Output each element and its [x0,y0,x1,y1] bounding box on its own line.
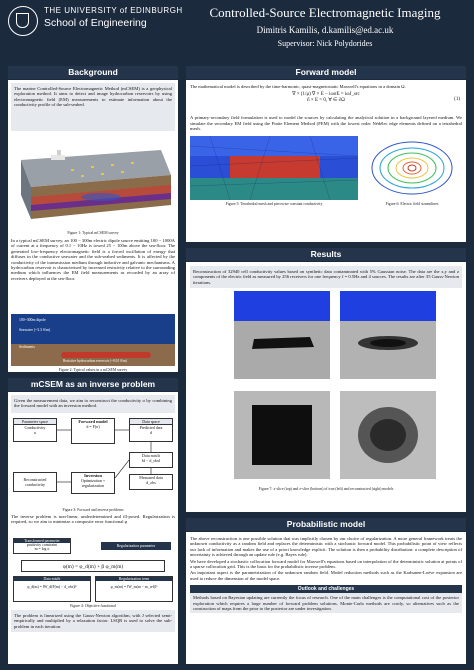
probabilistic-p1: The above reconstruction is one possible solution that was implicitly chosen by our choice of regularization. A more general framework treats the unknown conductivity as a random field and replaces the deterministic with a stochastic forward model. This probabilistic point of view reflects our lack of information and makes the use of a priori knowledge explicit. The solution is then a probability distribution: a complete description of uncertainty is achieved through an update rule (e.g. Bayes rule). [190,536,462,558]
regularization-parameter-label: Regularization parameter [101,542,171,550]
objective-functional-figure [11,538,175,604]
maxwell-equation: ∇ × (1/μ) ∇ × E − iωσE = iωJ_src [292,92,360,98]
true-model-z-slice [234,391,330,479]
figure-7-caption: Figure 7: x-slice (top) and z-slice (bottom) of true (left) and reconstructed (right) models [258,487,394,492]
survey-illustration [11,135,175,231]
electric-field-streamlines-figure [362,136,462,200]
university-crest-icon [8,6,38,36]
reconstructed-box: Reconstructed conductivity [13,472,57,492]
label-reservoir: Resistive hydrocarbon reservoir (~0.01 S/m) [63,359,128,363]
forward-model-box: Forward model d = F(σ) [71,418,115,444]
survey-values-figure [11,314,175,366]
reconstructed-model-x-slice [340,291,436,379]
parameter-space-box: Parameter space Conductivity σ [13,418,57,442]
figure-4-caption: Figure 4: Objective functional [70,604,116,608]
background-panel [8,80,178,372]
data-space-box: Data space Predicted data d [129,418,173,442]
outlook-box [190,585,462,613]
inverse-panel [8,392,178,664]
probabilistic-p2: We have developed a stochastic collocation forward model for Maxwell's equations based on interpolation of the deterministic solution at points of a sparse collocation grid. This is the basis for the probabilistic inverse problem. [190,558,462,570]
results-heading: Results [186,248,466,261]
probabilistic-panel [186,532,466,664]
background-intro: The marine Controlled-Source Electromagnetic Method (mCSEM) is a geophysical exploration method. It aims to detect and image hydrocarbon reservoirs by using electromagnetic field (EM) measurements to estimate information about the conductivity profile of the sub-seabed. [11,83,175,131]
figure-6-caption: Figure 6: Electric field streamlines [385,201,439,206]
poster-header [0,0,474,62]
results-panel [186,262,466,512]
label-seawater: Seawater (~3.3 S/m) [19,328,51,332]
inverse-intro: Given the measurement data, we aim to reconstruct the conductivity σ by combining the forward model with an inversion method. [11,395,175,413]
label-sediments: Sediments [19,345,35,349]
measured-data-box: Measured data d_obs [129,474,173,490]
poster-authors: Dimitris Kamilis, d.kamilis@ed.ac.uk [256,25,394,35]
poster-supervisor: Supervisor: Nick Polydorides [277,39,373,48]
background-heading: Background [8,66,178,79]
figure-2-caption: Figure 2: Typical values in a mCSEM survey [58,368,128,372]
ill-posed-text: The inverse problem is non-linear, underdetermined and ill-posed. Regularization is required, so we aim to minimize a composite error functional φ [11,514,175,525]
forward-panel [186,80,466,242]
data-misfit-box: Data misfit ‖d − d_obs‖ [129,452,173,468]
poster-title: Controlled-Source Electromagnetic Imaging [209,5,441,20]
regularization-term: Regularization term φ_m(m) = ‖W_m(m − m_ref)‖² [95,576,173,602]
figure-3-caption: Figure 3: Forward and inverse problems [62,508,124,512]
boundary-condition: n̂ × E = 0, ∀ ∈ ∂Ω [307,98,345,104]
results-text: Reconstruction of 32940 cell conductivity values based on synthetic data contaminated with 5% Gaussian noise. The data are the x,y and z components of the electric field as measured by 256 receivers for one frequency f = 0.5Hz and 4 sources. The results are after 35 Gauss-Newton iterations. [190,266,462,288]
transformed-parameter-box: Transformed parameter positivity constraint m = log σ [13,538,71,554]
figure-1-caption: Figure 1: Typical mCSEM survey [67,231,119,235]
school-name: School of Engineering [44,17,147,29]
true-model-x-slice [234,291,330,379]
university-name: THE UNIVERSITY of EDINBURGH [44,6,183,15]
reconstructed-model-z-slice [340,391,436,479]
equation-number: (1) [454,97,460,103]
inversion-box: Inversion Optimization + regularization [71,472,115,494]
forward-intro: The mathematical model is described by the time-harmonic, quasi-magnetostatic Maxwell's equations in a domain Ω. [190,84,406,89]
outlook-heading: Outlook and challenges [190,585,462,593]
forward-heading: Forward model [186,66,466,79]
inverse-closing: The problem is linearized using the Gauss-Newton algorithm, with J selected semi-empirically and multiplied by a relaxation factor. LSQR is used to solve the sub-problem in each iteration. [11,610,175,632]
probabilistic-heading: Probabilistic model [186,518,466,531]
background-body: In a typical mCSEM survey, an 100 − 300m electric dipole source emitting 100 − 1000A of current at a frequency of 0.1 − 10Hz is towed 25 − 100m above the sea-floor. The generated low-frequency electromagnetic field is a forced oscillation of energy that diffuses in the conductive seawater and the sub-seabed sediments. It is affected by the conductivity of the transmission medium through inductive and galvanic mechanisms. A hydrocarbon reservoir is characterised by increased resistivity relative to the surrounding medium which influences the EM field measurements as recorded by an array of receivers deployed at the sea-floor. [11,238,175,281]
inverse-heading: mCSEM as an inverse problem [8,378,178,391]
label-dipole: 100~300m dipole [19,318,46,322]
tetrahedral-mesh-figure [190,136,358,200]
data-misfit-term: Data misfit φ_d(m) = ‖W_d(F(m) − d_obs)‖² [13,576,91,602]
forward-inverse-diagram [11,416,175,508]
forward-body: A primary-secondary field formulation is used to model the sources by calculating the analytical solution in a background layered medium. We simulate the secondary EM field using the Finite Element Method (FEM) with the lowest order Nédélec edge elements defined on a tetrahedral mesh. [190,115,462,132]
outlook-text: Methods based on Bayesian updating are currently the focus of research. One of the main challenges is the computational cost of the posterior exploration which requires a large number of forward problem solutions. Monte-Carlo methods are costly, so alternatives such as the construction of maps from the prior to the posterior are under investigation. [193,595,459,612]
probabilistic-p3: An important aspect is the parametrization of the unknown random field. Model reduction methods such as the Karhunen-Loève expansion are used to reduce the dimension of the model space. [190,570,462,581]
figure-5-caption: Figure 5: Tetrahedral mesh and piecewise constant conductivity [225,201,323,206]
objective-functional-equation: φ(m) = φ_d(m) + β φ_m(m) [21,560,165,572]
